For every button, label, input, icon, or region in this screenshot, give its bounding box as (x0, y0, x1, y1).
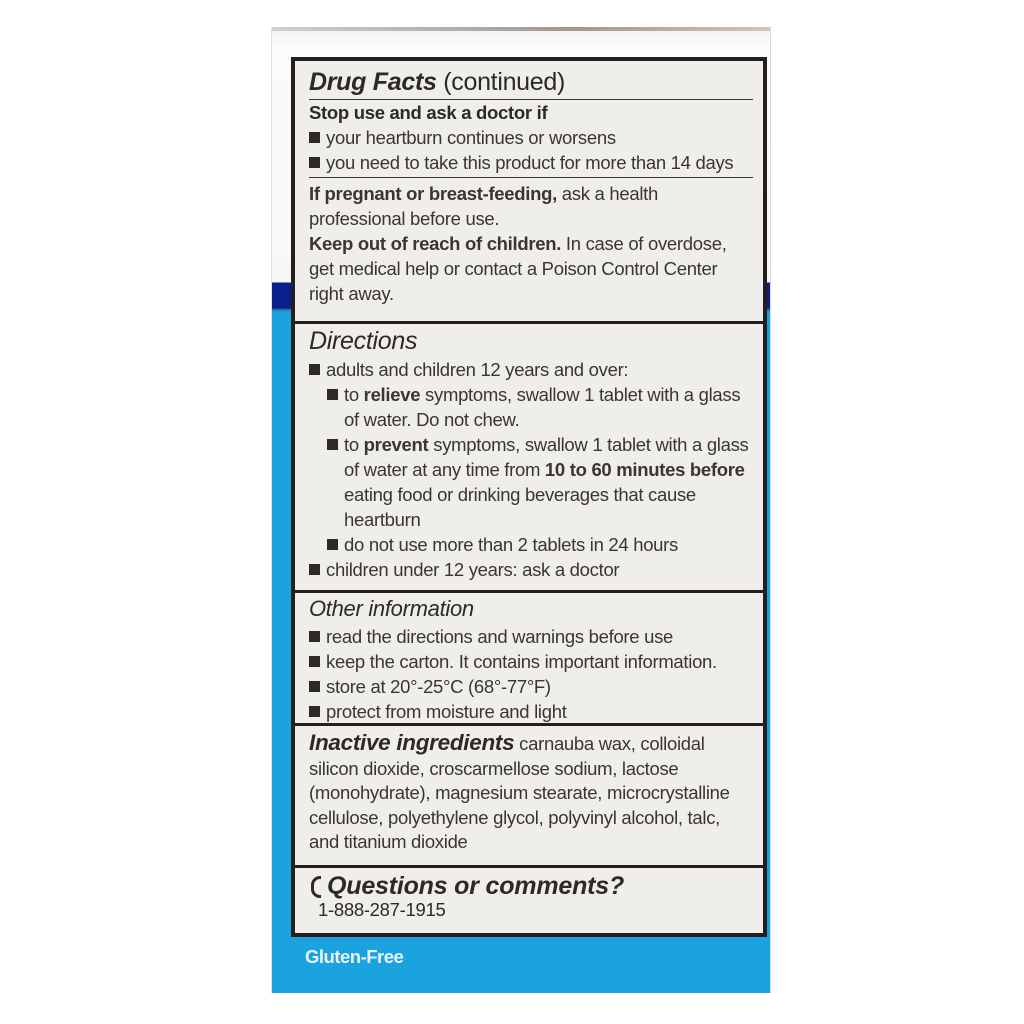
directions-relieve: to relieve symptoms, swallow 1 tablet with a glass of water. Do not chew. (327, 382, 753, 432)
directions-adults: adults and children 12 years and over: (309, 357, 753, 382)
inactive-ingredients-text: Inactive ingredients carnauba wax, colloidal silicon dioxide, croscarmellose sodium, lactose (monohydrate), magnesium stearate, microcrystalline cellulose, polyethylene glycol, polyvinyl alcohol, talc, and titanium dioxide (309, 730, 730, 852)
drug-facts-box (291, 57, 767, 937)
questions-title: Questions or comments? (327, 872, 625, 900)
gluten-free-badge: Gluten-Free (305, 946, 404, 967)
directions-title: Directions (309, 327, 418, 355)
other-information-panel (295, 593, 763, 723)
directions-panel (295, 324, 763, 590)
stop-use-heading: Stop use and ask a doctor if (309, 102, 548, 123)
pregnancy-warning: If pregnant or breast-feeding, ask a health professional before use. (309, 183, 658, 229)
other-info-item: protect from moisture and light (309, 699, 753, 724)
warnings-panel (295, 61, 763, 321)
directions-children: children under 12 years: ask a doctor (309, 557, 753, 582)
other-information-title: Other information (309, 596, 474, 621)
stop-use-item: you need to take this product for more than 14 days (309, 150, 753, 177)
inactive-ingredients-title: Inactive ingredients (309, 730, 515, 755)
carton-top-edge (272, 27, 770, 31)
keep-out-warning: Keep out of reach of children. In case of overdose, get medical help or contact a Poison Control Center right away. (309, 233, 727, 304)
product-carton (272, 27, 770, 993)
questions-panel (295, 868, 763, 933)
stop-use-item: your heartburn continues or worsens (309, 125, 753, 150)
phone-icon (311, 876, 321, 898)
other-info-item: read the directions and warnings before use (309, 624, 753, 649)
phone-number[interactable]: 1-888-287-1915 (318, 899, 446, 920)
inactive-ingredients-panel (295, 726, 763, 865)
directions-limit: do not use more than 2 tablets in 24 hours (327, 532, 753, 557)
directions-prevent: to prevent symptoms, swallow 1 tablet with a glass of water at any time from 10 to 60 minutes before eating food or drinking beverages that cause heartburn (327, 432, 753, 532)
divider (309, 177, 753, 178)
other-info-item: store at 20°-25°C (68°-77°F) (309, 674, 753, 699)
drug-facts-title: Drug Facts (continued) (309, 68, 566, 96)
other-info-item: keep the carton. It contains important information. (309, 649, 753, 674)
